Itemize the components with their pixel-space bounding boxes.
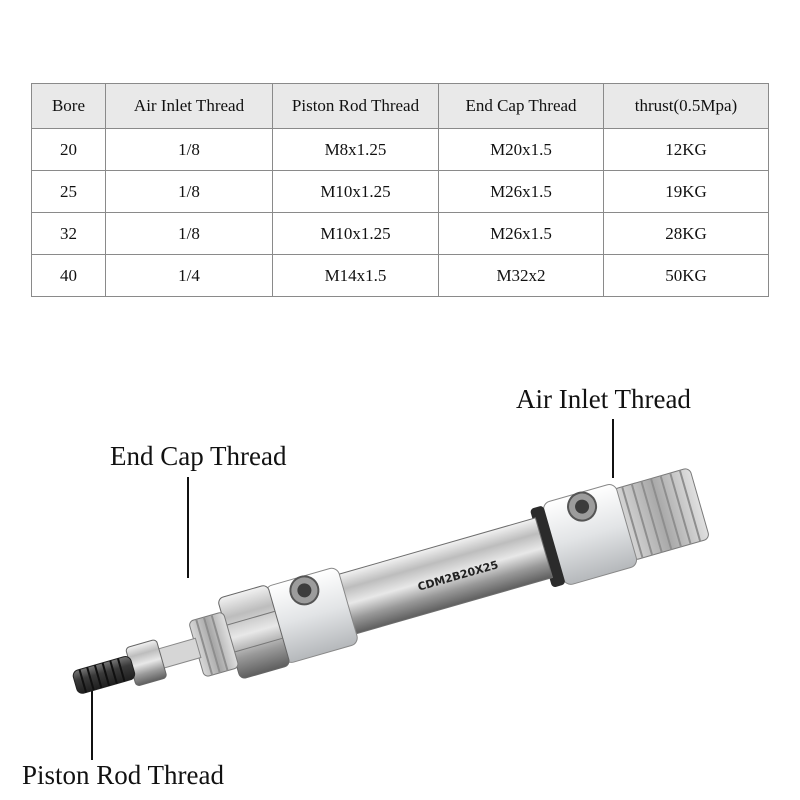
- cell-bore: 25: [32, 171, 106, 213]
- callout-end-cap-thread: End Cap Thread: [110, 441, 287, 471]
- cell-end-cap-thread: M20x1.5: [439, 129, 604, 171]
- cell-thrust: 50KG: [604, 255, 769, 297]
- callout-piston-rod-thread: Piston Rod Thread: [22, 760, 224, 790]
- cylinder-body: [63, 462, 712, 724]
- cell-piston-rod-thread: M8x1.25: [273, 129, 439, 171]
- col-header-bore: Bore: [32, 84, 106, 129]
- cell-piston-rod-thread: M10x1.25: [273, 213, 439, 255]
- cell-end-cap-thread: M26x1.5: [439, 213, 604, 255]
- cell-end-cap-thread: M32x2: [439, 255, 604, 297]
- cell-air-inlet-thread: 1/8: [106, 213, 273, 255]
- callout-air-inlet-thread: Air Inlet Thread: [516, 384, 691, 414]
- cell-thrust: 28KG: [604, 213, 769, 255]
- cell-bore: 40: [32, 255, 106, 297]
- cell-end-cap-thread: M26x1.5: [439, 171, 604, 213]
- col-header-thrust: thrust(0.5Mpa): [604, 84, 769, 129]
- col-header-piston-rod-thread: Piston Rod Thread: [273, 84, 439, 129]
- cell-thrust: 19KG: [604, 171, 769, 213]
- cell-air-inlet-thread: 1/4: [106, 255, 273, 297]
- cell-piston-rod-thread: M10x1.25: [273, 171, 439, 213]
- cell-piston-rod-thread: M14x1.5: [273, 255, 439, 297]
- cell-air-inlet-thread: 1/8: [106, 171, 273, 213]
- cell-bore: 20: [32, 129, 106, 171]
- cell-air-inlet-thread: 1/8: [106, 129, 273, 171]
- col-header-air-inlet-thread: Air Inlet Thread: [106, 84, 273, 129]
- model-marking: CDM2B20X25: [416, 558, 500, 594]
- col-header-end-cap-thread: End Cap Thread: [439, 84, 604, 129]
- cell-thrust: 12KG: [604, 129, 769, 171]
- cell-bore: 32: [32, 213, 106, 255]
